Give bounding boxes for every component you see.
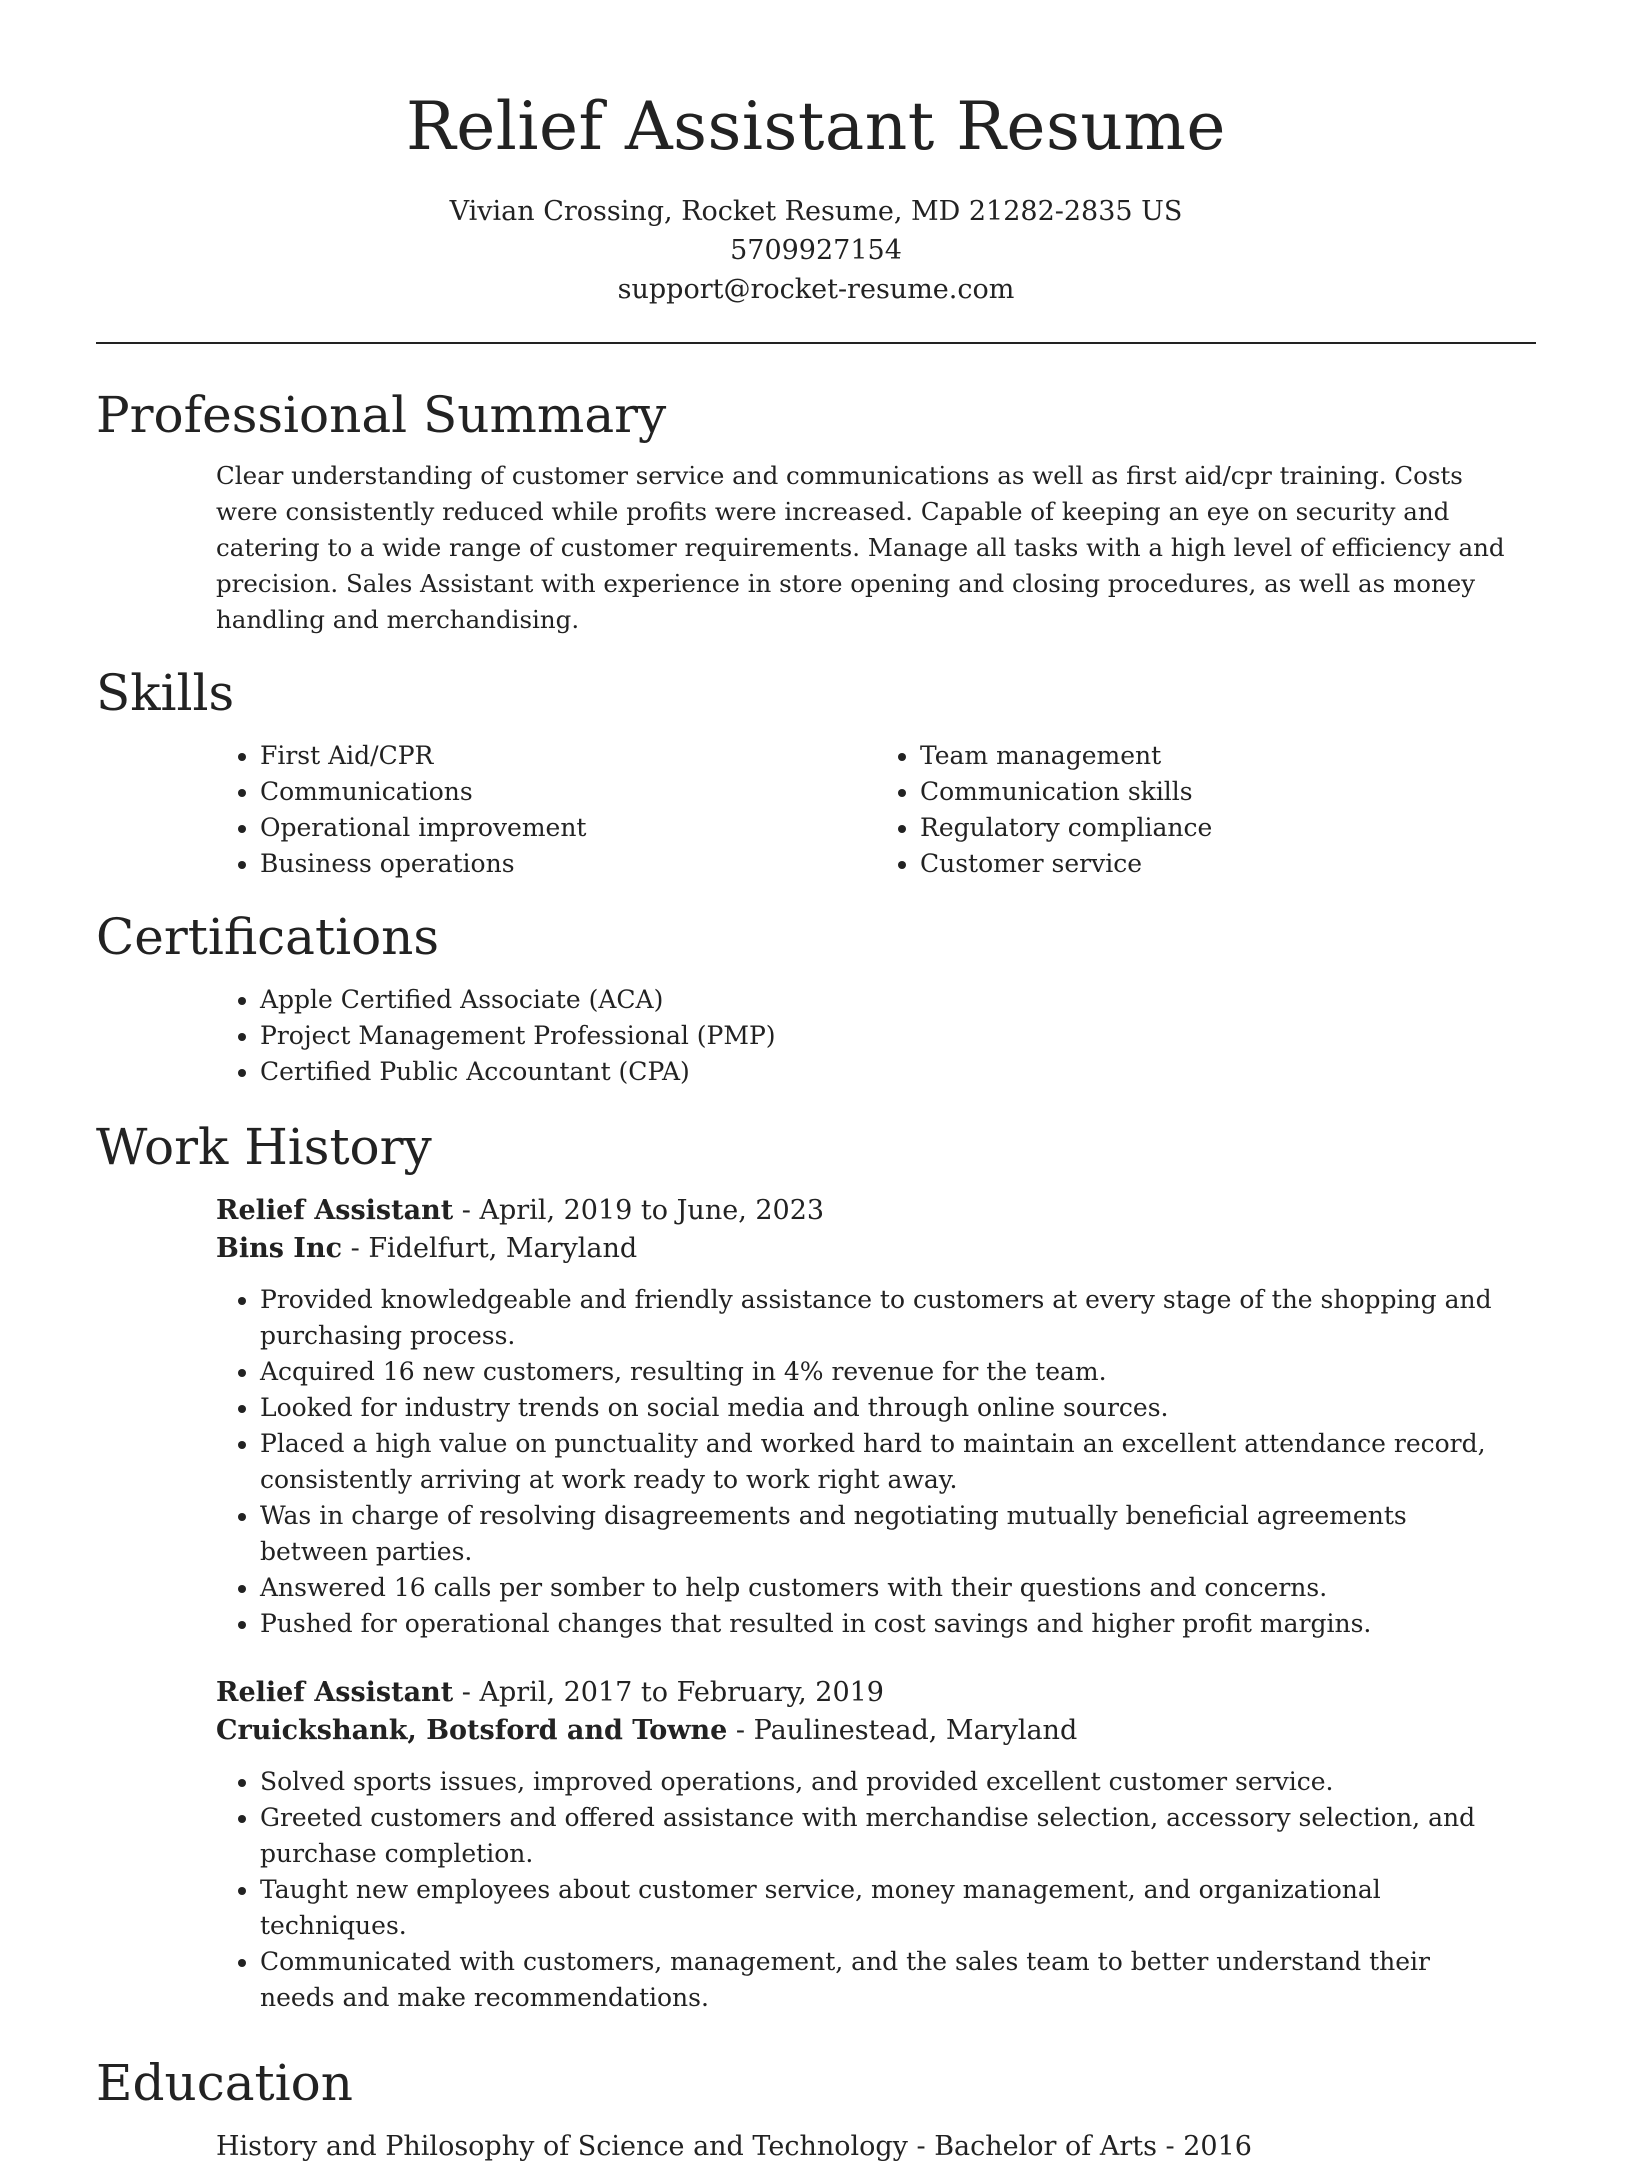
skill-item: • Regulatory compliance — [920, 810, 1536, 846]
job-title-line: Relief Assistant - April, 2019 to June, 2023 — [216, 1195, 825, 1226]
job-bullet: • Solved sports issues, improved operations, and provided excellent customer service. — [260, 1764, 1536, 1800]
contact-email[interactable]: support@rocket-resume.com — [617, 274, 1015, 305]
certifications-list — [96, 982, 1536, 1090]
education-entry: History and Philosophy of Science and Technology - Bachelor of Arts - 2016 — [216, 2131, 1252, 2162]
skills-left-list — [96, 738, 876, 882]
education-heading: Education — [96, 2054, 353, 2112]
skill-item: • Team management — [920, 738, 1536, 774]
job-bullet: • Placed a high value on punctuality and worked hard to maintain an excellent attendance record, consistently arriving at work ready to work right away. — [260, 1426, 1536, 1498]
skill-item: • Communications — [260, 774, 876, 810]
job-bullet: • Acquired 16 new customers, resulting in 4% revenue for the team. — [260, 1354, 1536, 1390]
job-entry — [96, 1674, 1536, 2016]
job-dates: April, 2019 to June, 2023 — [479, 1195, 825, 1226]
education-field: History and Philosophy of Science and Technology — [216, 2131, 908, 2162]
job-bullet: • Communicated with customers, management, and the sales team to better understand their needs and make recommendations. — [260, 1944, 1536, 2016]
skill-item: • Business operations — [260, 846, 876, 882]
education-year: 2016 — [1183, 2131, 1252, 2162]
summary-section — [96, 380, 1536, 638]
job-bullet: • Greeted customers and offered assistance with merchandise selection, accessory selection, and purchase completion. — [260, 1800, 1536, 1872]
summary-heading: Professional Summary — [96, 386, 667, 444]
job-company-line: Bins Inc - Fidelfurt, Maryland — [216, 1233, 638, 1264]
job-bullet: • Looked for industry trends on social media and through online sources. — [260, 1390, 1536, 1426]
skills-columns — [96, 738, 1536, 882]
skills-heading: Skills — [96, 664, 235, 722]
job-bullet: • Taught new employees about customer service, money management, and organizational techniques. — [260, 1872, 1536, 1944]
job-company: Cruickshank, Botsford and Towne — [216, 1715, 728, 1746]
job-company-line: Cruickshank, Botsford and Towne - Paulinestead, Maryland — [216, 1715, 1078, 1746]
job-bullet: • Provided knowledgeable and friendly assistance to customers at every stage of the shopping and purchasing process. — [260, 1282, 1536, 1354]
skill-item: • Customer service — [920, 846, 1536, 882]
resume-header — [0, 0, 1632, 309]
skills-right-list — [876, 738, 1536, 882]
contact-block — [0, 192, 1632, 309]
certification-item: • Project Management Professional (PMP) — [260, 1018, 1536, 1054]
certifications-section — [96, 902, 1536, 1090]
job-role: Relief Assistant — [216, 1195, 454, 1226]
resume-body — [96, 380, 1536, 2166]
job-bullets — [96, 1764, 1536, 2016]
contact-phone: 5709927154 — [730, 235, 902, 266]
education-degree: Bachelor of Arts — [934, 2131, 1157, 2162]
skill-item: • First Aid/CPR — [260, 738, 876, 774]
job-location: Fidelfurt, Maryland — [368, 1233, 638, 1264]
job-dates: April, 2017 to February, 2019 — [479, 1677, 884, 1708]
resume-title: Relief Assistant Resume — [406, 88, 1226, 165]
certification-item: • Apple Certified Associate (ACA) — [260, 982, 1536, 1018]
work-history-heading: Work History — [96, 1118, 432, 1176]
education-section — [96, 2048, 1536, 2166]
contact-address: Vivian Crossing, Rocket Resume, MD 21282-2835 US — [449, 196, 1183, 227]
summary-text: Clear understanding of customer service and communications as well as first aid/cpr training. Costs were consistently reduced while profits were increased. Capable of keeping an eye on security and catering to a wide range of customer requirements. Manage all tasks with a high level of efficiency and precision. Sales Assistant with experience in store opening and closing procedures, as well as money handling and merchandising. — [216, 461, 1505, 634]
certifications-heading: Certifications — [96, 908, 440, 966]
header-divider — [96, 342, 1536, 344]
job-company: Bins Inc — [216, 1233, 343, 1264]
job-bullets — [96, 1282, 1536, 1642]
skills-section — [96, 658, 1536, 882]
job-bullet: • Answered 16 calls per somber to help customers with their questions and concerns. — [260, 1570, 1536, 1606]
job-bullet: • Pushed for operational changes that resulted in cost savings and higher profit margins. — [260, 1606, 1536, 1642]
work-history-section — [96, 1112, 1536, 2016]
job-role: Relief Assistant — [216, 1677, 454, 1708]
job-entry — [96, 1192, 1536, 1642]
job-bullet: • Was in charge of resolving disagreements and negotiating mutually beneficial agreements between parties. — [260, 1498, 1536, 1570]
skill-item: • Communication skills — [920, 774, 1536, 810]
job-location: Paulinestead, Maryland — [753, 1715, 1078, 1746]
job-title-line: Relief Assistant - April, 2017 to February, 2019 — [216, 1677, 884, 1708]
skill-item: • Operational improvement — [260, 810, 876, 846]
certification-item: • Certified Public Accountant (CPA) — [260, 1054, 1536, 1090]
